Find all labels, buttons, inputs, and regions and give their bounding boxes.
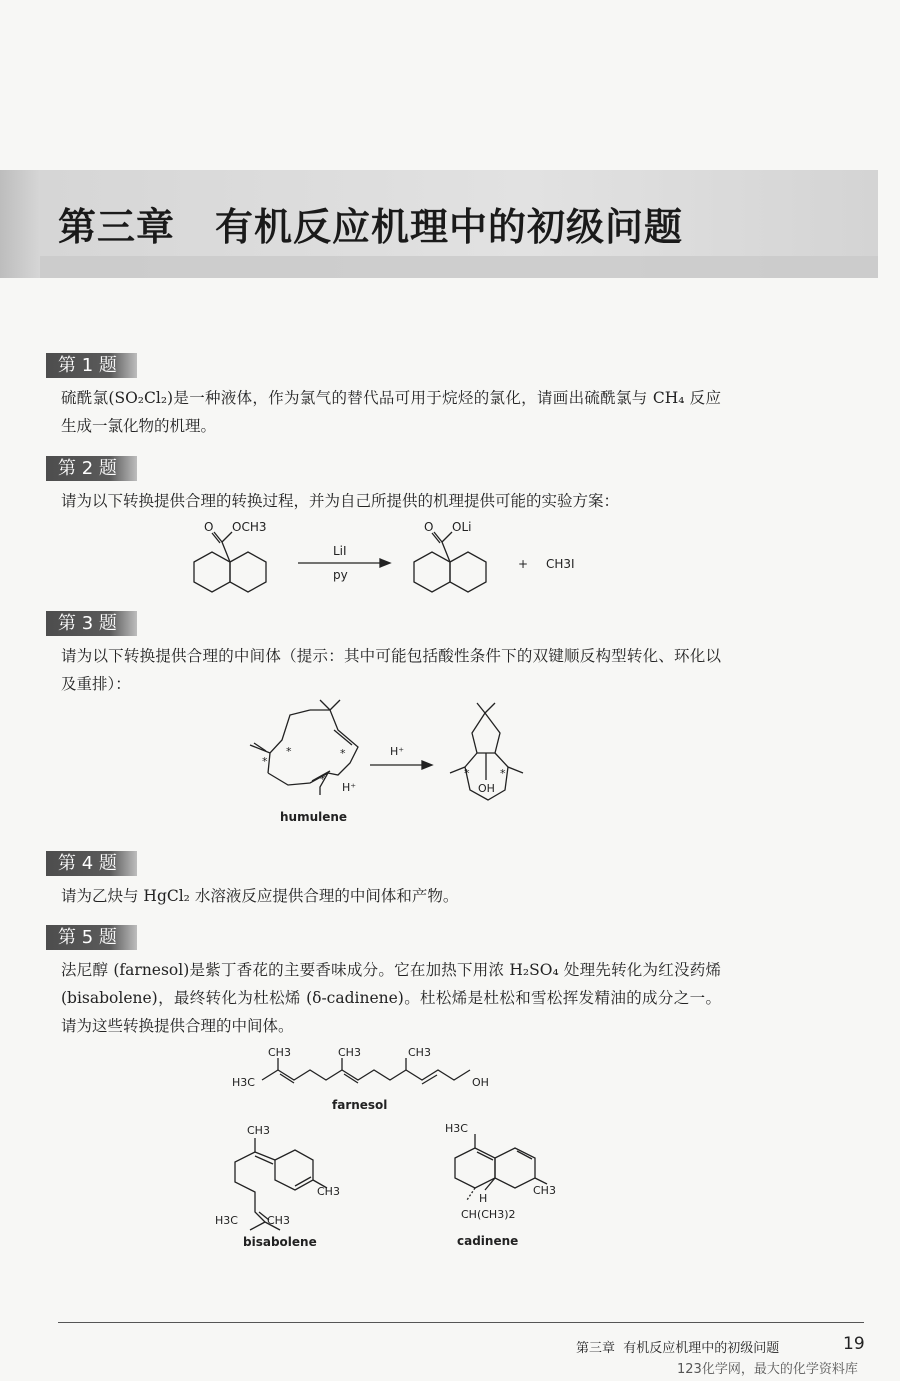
- chapter-title: [58, 196, 683, 251]
- cadinene-sub: CH(CH3)2: [461, 1208, 516, 1221]
- scheme-2-reactant-o: O: [204, 520, 214, 534]
- farnesol-name: farnesol: [332, 1098, 388, 1112]
- humulene-name: humulene: [280, 810, 348, 824]
- question-2-text: 请为以下转换提供合理的转换过程，并为自己所提供的机理提供可能的实验方案：: [61, 492, 620, 510]
- scheme-3-star-3: *: [340, 747, 346, 760]
- cadinene-h: H: [479, 1192, 488, 1205]
- scheme-3-reagent: H⁺: [390, 745, 405, 758]
- scheme-3-star-5: *: [464, 767, 470, 780]
- farnesol-end: H3C: [232, 1076, 255, 1089]
- question-3-label: 第 3 题: [46, 611, 137, 636]
- scheme-3-proton: H⁺: [342, 781, 357, 794]
- farnesol-methyl-2: CH3: [338, 1046, 361, 1059]
- running-footer: [576, 1337, 779, 1356]
- scheme-2-reagent-bottom: py: [333, 568, 348, 582]
- cadinene-diagram: [435, 1118, 575, 1250]
- bisabolene-name: bisabolene: [243, 1235, 317, 1249]
- cadinene-right: CH3: [533, 1184, 556, 1197]
- scheme-3-diagram: [240, 695, 540, 830]
- question-5-label: 第 5 题: [46, 925, 137, 950]
- question-2-label: 第 2 题: [46, 456, 137, 481]
- footer-chapter: 第三章: [576, 1341, 616, 1356]
- cadinene-top: H3C: [445, 1122, 468, 1135]
- scheme-3-product-oh: OH: [478, 782, 495, 795]
- page-number: 19: [843, 1334, 865, 1354]
- question-1-text: 硫酰氯(SO₂Cl₂)是一种液体，作为氯气的替代品可用于烷烃的氯化，请画出硫酰氯与 CH₄ 反应生成一氯化物的机理。: [61, 389, 721, 435]
- watermark: 123化学网，最大的化学资料库: [677, 1362, 858, 1377]
- question-3-text: 请为以下转换提供合理的中间体（提示：其中可能包括酸性条件下的双键顺反构型转化、环化以及重排）：: [61, 647, 721, 693]
- scheme-2-product-o: O: [424, 520, 434, 534]
- bisabolene-top: CH3: [247, 1124, 270, 1137]
- scheme-2-product-group: OLi: [452, 520, 472, 534]
- cadinene-name: cadinene: [457, 1234, 519, 1248]
- scheme-2-reagent-top: LiI: [333, 544, 347, 558]
- question-5-text: 法尼醇 (farnesol)是紫丁香花的主要香味成分。它在加热下用浓 H₂SO₄ 处理先转化为红没药烯 (bisabolene)，最终转化为杜松烯 (δ-cadinene)。杜松烯是杜松和雪松挥发精油的成分之一。请为这些转换提供合理的中间体。: [61, 961, 721, 1035]
- farnesol-diagram: [230, 1042, 510, 1117]
- scheme-3-star-4: *: [320, 773, 326, 786]
- farnesol-oh: OH: [472, 1076, 489, 1089]
- bisabolene-ring-me: CH3: [317, 1185, 340, 1198]
- scheme-2-plus: +: [518, 557, 529, 571]
- bisabolene-left: H3C: [215, 1214, 238, 1227]
- chapter-subtitle: 有机反应机理中的初级问题: [215, 205, 684, 249]
- footer-rule: [58, 1322, 864, 1323]
- footer-title: 有机反应机理中的初级问题: [623, 1341, 780, 1356]
- scheme-3-star-1: *: [262, 755, 268, 768]
- scheme-3-star-6: *: [500, 767, 506, 780]
- question-4-text: 请为乙炔与 HgCl₂ 水溶液反应提供合理的中间体和产物。: [61, 887, 459, 905]
- question-4-label: 第 4 题: [46, 851, 137, 876]
- bisabolene-right: CH3: [267, 1214, 290, 1227]
- scheme-3-star-2: *: [286, 745, 292, 758]
- question-1-label: 第 1 题: [46, 353, 137, 378]
- bisabolene-diagram: [205, 1120, 365, 1250]
- chapter-number: 第三章: [58, 205, 176, 249]
- farnesol-methyl-3: CH3: [408, 1046, 431, 1059]
- scheme-2-reactant-group: OCH3: [232, 520, 267, 534]
- farnesol-methyl-1: CH3: [268, 1046, 291, 1059]
- scheme-2-diagram: [180, 515, 600, 595]
- scheme-2-byproduct: CH3I: [546, 557, 575, 571]
